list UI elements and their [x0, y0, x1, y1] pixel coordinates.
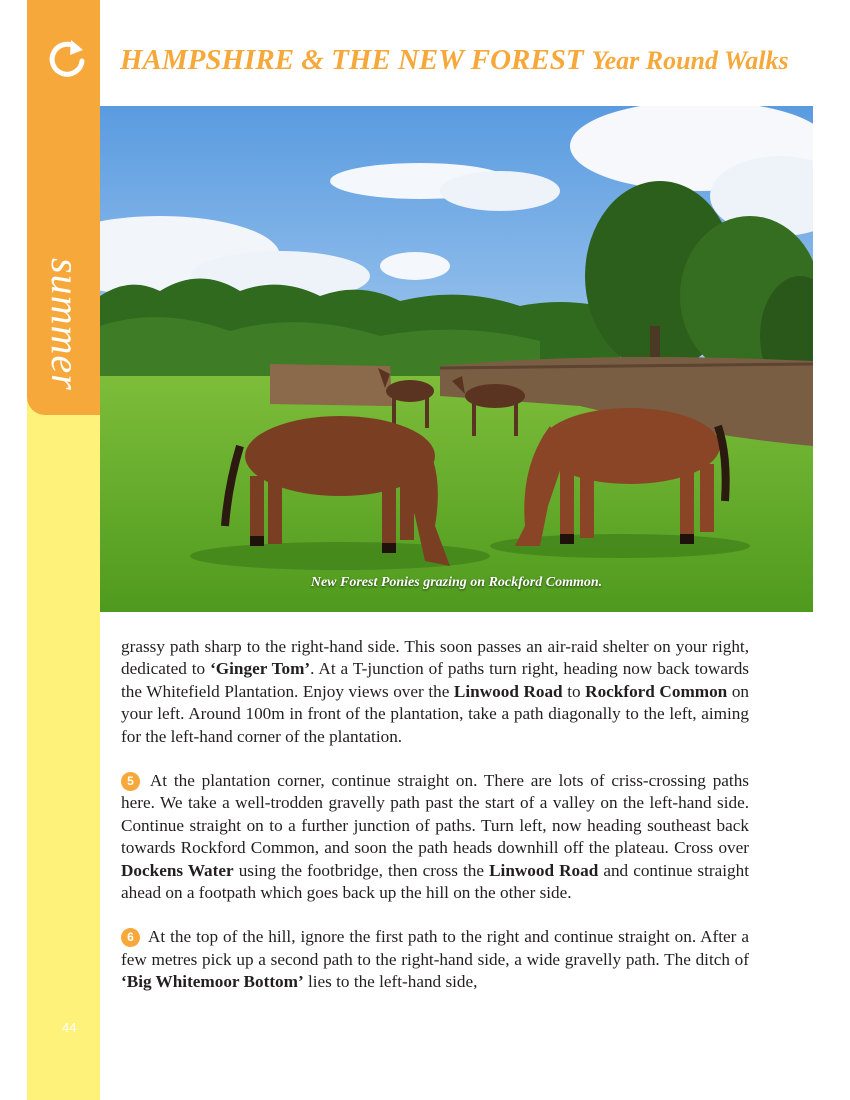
- walk-directions: [121, 636, 749, 1016]
- text-run: At the plantation corner, continue straight on. There are lots of criss-crossing paths here. We take a well-trodden gravelly path past the start of a valley on the left-hand side. Continue straight on to a further junction of paths. Turn left, now heading southeast back towards Rockford Common, and soon the path heads downhill off the plateau. Cross over: [121, 771, 749, 858]
- title-main: HAMPSHIRE & THE NEW FOREST: [120, 44, 584, 76]
- text-run: and continue straight ahead on a footpath which goes back up the hill on the other side.: [121, 860, 749, 903]
- loop-arrow-icon: [44, 38, 90, 84]
- season-label: summer: [43, 258, 88, 391]
- paragraph-3: [121, 926, 749, 993]
- paragraph-1: [121, 636, 749, 748]
- text-run: using the footbridge, then cross the: [233, 860, 490, 880]
- text-run: . At a T-junction of paths turn right, heading now back towards the Whitefield Plantation. Enjoy views over the: [121, 659, 749, 701]
- place-name: ‘Ginger Tom’: [210, 659, 311, 679]
- page-number: 44: [62, 1020, 77, 1035]
- pony-photo: [100, 106, 813, 612]
- step-number-badge: 6: [121, 928, 140, 947]
- text-run: grassy path sharp to the right-hand side. This soon passes an air-raid shelter on your right, dedicated to: [121, 637, 749, 679]
- paragraph-2: [121, 770, 749, 904]
- text-run: to: [562, 681, 586, 701]
- place-name: Linwood Road: [489, 860, 599, 880]
- place-name: Linwood Road: [453, 681, 563, 701]
- text-run: At the top of the hill, ignore the first path to the right and continue straight on. After a few metres pick up a second path to the right-hand side, a wide gravelly path. The ditch of: [121, 927, 749, 969]
- place-name: ‘Big Whitemoor Bottom’: [121, 972, 304, 992]
- photo-illustration: [100, 106, 813, 612]
- title-sub: Year Round Walks: [591, 46, 789, 75]
- step-number-badge: 5: [121, 772, 140, 791]
- place-name: Dockens Water: [121, 860, 234, 880]
- place-name: Rockford Common: [585, 681, 728, 701]
- page-title: [120, 44, 820, 77]
- text-run: lies to the left-hand side,: [303, 972, 478, 992]
- text-run: on your left. Around 100m in front of the plantation, take a path diagonally to the left, aiming for the left-hand corner of the plantation.: [121, 681, 749, 746]
- photo-caption: New Forest Ponies grazing on Rockford Common.: [310, 575, 603, 590]
